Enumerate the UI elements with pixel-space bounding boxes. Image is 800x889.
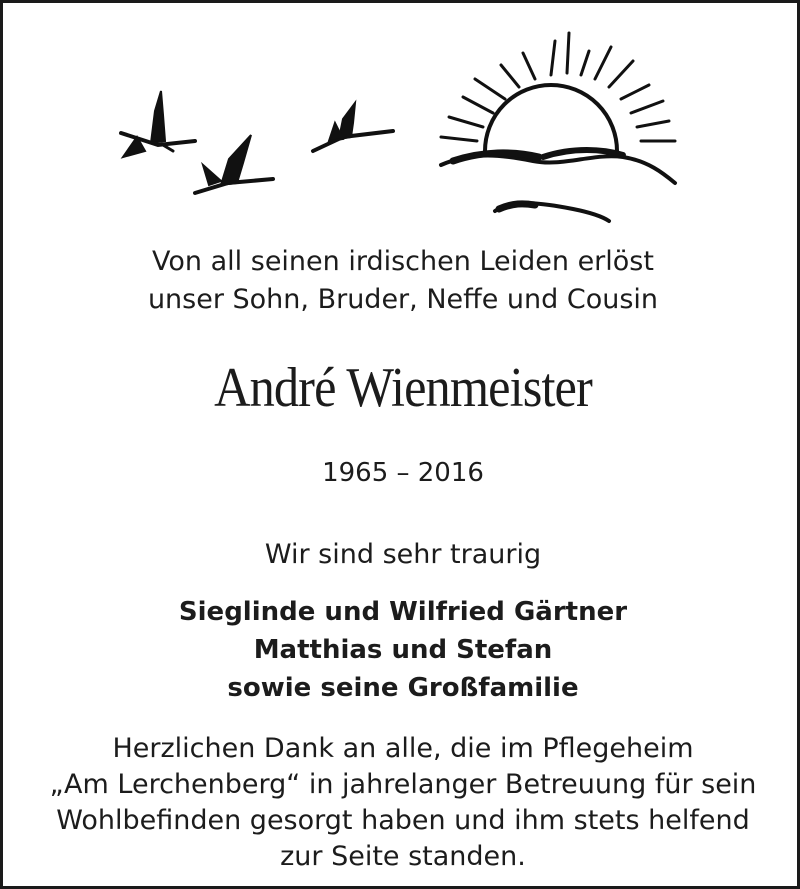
mourner-line: Sieglinde und Wilfried Gärtner bbox=[178, 597, 628, 627]
thanks-line: zur Seite standen. bbox=[280, 841, 526, 872]
mourner-line: Matthias und Stefan bbox=[253, 635, 553, 665]
intro-line: Von all seinen irdischen Leiden erlöst bbox=[152, 246, 654, 277]
birds-and-sunset-illustration bbox=[103, 23, 703, 233]
intro-line: unser Sohn, Bruder, Neffe und Cousin bbox=[147, 284, 659, 315]
sentiment-text: Wir sind sehr traurig bbox=[264, 539, 542, 570]
thanks-line: Wohlbefinden gesorgt haben und ihm stets helfend bbox=[56, 805, 750, 836]
deceased-name: André Wienmeister bbox=[214, 357, 592, 419]
flying-birds-icon bbox=[121, 91, 393, 193]
thanks-line: Herzlichen Dank an alle, die im Pflegeheim bbox=[112, 733, 694, 764]
setting-sun-icon bbox=[441, 33, 675, 221]
thanks-line: „Am Lerchenberg“ in jahrelanger Betreuung für sein bbox=[49, 769, 757, 800]
life-years: 1965 – 2016 bbox=[322, 458, 484, 488]
mourners-list bbox=[3, 593, 800, 707]
bird-icon bbox=[195, 135, 273, 193]
bird-icon bbox=[121, 91, 195, 157]
mourner-line: sowie seine Großfamilie bbox=[227, 673, 579, 703]
bird-icon bbox=[313, 103, 393, 151]
thanks-paragraph bbox=[3, 731, 800, 875]
intro-text bbox=[3, 243, 800, 319]
